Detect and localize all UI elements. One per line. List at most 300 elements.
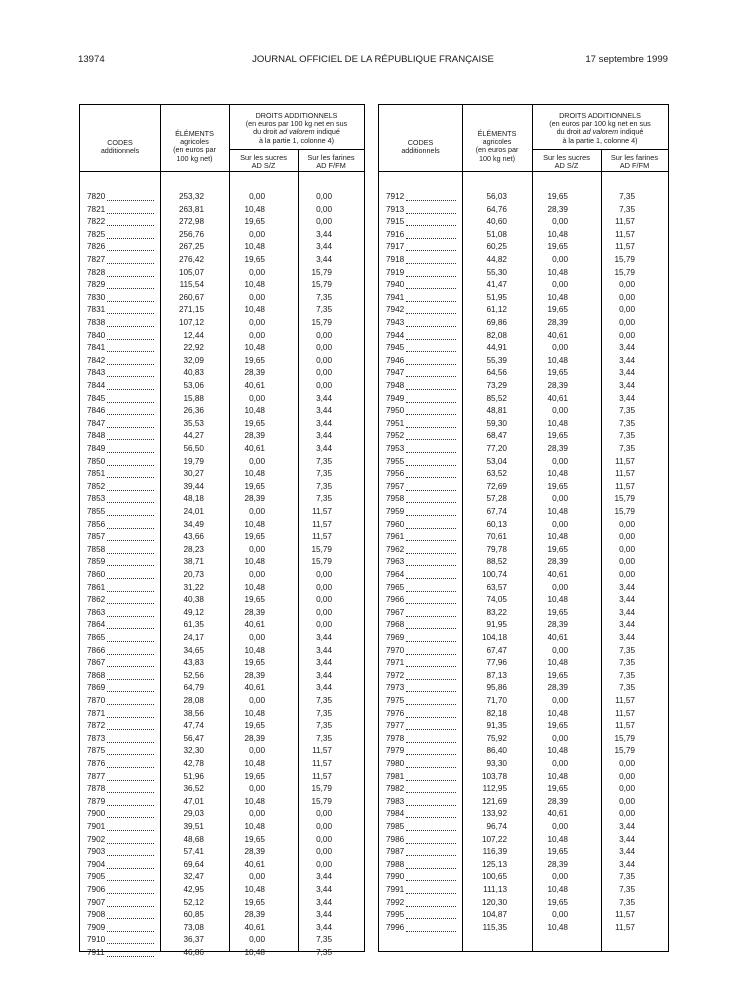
elements-header-line: (en euros par bbox=[173, 145, 216, 155]
leader-dots bbox=[406, 364, 456, 365]
codes-header-line: additionnels bbox=[100, 146, 140, 156]
additional-code: 7864 bbox=[87, 620, 106, 630]
duty-flour-ad-ffm: 7,35 bbox=[316, 305, 332, 315]
agricultural-element: 83,22 bbox=[486, 607, 507, 617]
table-row bbox=[80, 720, 364, 733]
leader-dots bbox=[107, 427, 154, 428]
elements-header bbox=[160, 130, 229, 163]
leader-dots bbox=[107, 817, 154, 818]
duty-flour-ad-ffm: 3,44 bbox=[316, 922, 332, 932]
duty-sugar-ad-sz: 0,00 bbox=[249, 330, 265, 340]
agricultural-element: 111,13 bbox=[483, 885, 507, 894]
duty-sugar-ad-sz: 19,65 bbox=[244, 532, 265, 542]
table-row bbox=[80, 745, 364, 758]
leader-dots bbox=[107, 868, 154, 869]
agricultural-element: 77,20 bbox=[486, 444, 507, 453]
additional-code: 7856 bbox=[87, 519, 106, 529]
duty-sugar-ad-sz: 19,65 bbox=[547, 784, 568, 794]
agricultural-element: 67,74 bbox=[486, 507, 507, 516]
leader-dots bbox=[406, 754, 456, 755]
duty-sugar-ad-sz: 19,65 bbox=[547, 721, 568, 731]
table-row bbox=[379, 871, 668, 884]
leader-dots bbox=[107, 805, 154, 806]
duty-flour-ad-ffm: 3,44 bbox=[619, 381, 635, 390]
additional-code: 7992 bbox=[386, 897, 405, 907]
agricultural-element: 12,44 bbox=[183, 330, 204, 340]
agricultural-element: 30,27 bbox=[183, 469, 204, 479]
duty-flour-ad-ffm: 11,57 bbox=[312, 759, 332, 768]
agricultural-element: 53,06 bbox=[183, 381, 204, 390]
elements-header bbox=[462, 130, 532, 163]
duty-sugar-ad-sz: 19,65 bbox=[547, 544, 568, 554]
agricultural-element: 48,81 bbox=[486, 406, 507, 416]
table-row bbox=[80, 884, 364, 897]
duty-sugar-ad-sz: 0,00 bbox=[249, 570, 265, 579]
duty-flour-ad-ffm: 7,35 bbox=[316, 481, 332, 491]
table-row bbox=[379, 607, 668, 620]
duty-sugar-ad-sz: 40,61 bbox=[547, 570, 568, 579]
agricultural-element: 91,95 bbox=[486, 620, 507, 630]
leader-dots bbox=[406, 339, 456, 340]
additional-code: 7990 bbox=[386, 872, 405, 882]
additional-code: 7820 bbox=[87, 192, 106, 201]
duty-flour-ad-ffm: 7,35 bbox=[619, 670, 635, 680]
table-row bbox=[379, 216, 668, 229]
additional-code: 7951 bbox=[386, 418, 405, 428]
table-row bbox=[80, 393, 364, 406]
table-row bbox=[80, 531, 364, 544]
table-row bbox=[379, 254, 668, 267]
agricultural-element: 74,05 bbox=[486, 595, 507, 605]
leader-dots bbox=[107, 540, 154, 541]
duty-sugar-ad-sz: 28,39 bbox=[547, 204, 568, 214]
additional-code: 7985 bbox=[386, 822, 405, 831]
additional-code: 7973 bbox=[386, 683, 405, 693]
leader-dots bbox=[406, 250, 456, 251]
additional-code: 7981 bbox=[386, 771, 405, 781]
duty-flour-ad-ffm: 15,79 bbox=[311, 796, 332, 806]
leader-dots bbox=[406, 515, 456, 516]
duty-flour-ad-ffm: 11,57 bbox=[615, 456, 635, 466]
duty-flour-ad-ffm: 0,00 bbox=[619, 532, 635, 542]
leader-dots bbox=[107, 641, 154, 642]
table-row bbox=[379, 569, 668, 582]
farines-header bbox=[298, 154, 364, 170]
leader-dots bbox=[107, 742, 154, 743]
agricultural-element: 69,86 bbox=[486, 318, 507, 327]
leader-dots bbox=[406, 792, 456, 793]
leader-dots bbox=[107, 767, 154, 768]
additional-code: 7948 bbox=[386, 381, 405, 390]
agricultural-element: 41,47 bbox=[486, 280, 507, 290]
table-row bbox=[80, 418, 364, 431]
additional-code: 7982 bbox=[386, 784, 405, 794]
table-row bbox=[80, 481, 364, 494]
table-row bbox=[379, 556, 668, 569]
agricultural-element: 256,76 bbox=[178, 229, 204, 239]
table-row bbox=[80, 355, 364, 368]
duty-sugar-ad-sz: 0,00 bbox=[552, 582, 568, 592]
additional-code: 7831 bbox=[87, 305, 106, 315]
leader-dots bbox=[107, 200, 154, 201]
leader-dots bbox=[406, 679, 456, 680]
additional-code: 7961 bbox=[386, 532, 405, 542]
agricultural-element: 40,60 bbox=[486, 217, 507, 227]
droits-title: DROITS ADDITIONNELS bbox=[559, 111, 641, 120]
leader-dots bbox=[406, 666, 456, 667]
table-row bbox=[80, 204, 364, 217]
duty-sugar-ad-sz: 0,00 bbox=[249, 872, 265, 882]
duty-sugar-ad-sz: 19,65 bbox=[547, 305, 568, 315]
additional-code: 7848 bbox=[87, 431, 106, 441]
table-row bbox=[379, 808, 668, 821]
duty-sugar-ad-sz: 10,48 bbox=[244, 708, 265, 718]
table-row bbox=[80, 267, 364, 280]
duty-sugar-ad-sz: 28,39 bbox=[547, 683, 568, 693]
additional-code: 7962 bbox=[386, 544, 405, 554]
additional-code: 7966 bbox=[386, 595, 405, 605]
leader-dots bbox=[107, 679, 154, 680]
duty-sugar-ad-sz: 0,00 bbox=[552, 645, 568, 655]
table-row bbox=[80, 834, 364, 847]
table-row bbox=[379, 771, 668, 784]
agricultural-element: 100,65 bbox=[481, 872, 507, 882]
duty-sugar-ad-sz: 10,48 bbox=[547, 418, 568, 428]
additional-code: 7905 bbox=[87, 872, 106, 882]
agricultural-element: 120,30 bbox=[481, 897, 507, 907]
duty-sugar-ad-sz: 19,65 bbox=[547, 607, 568, 617]
leader-dots bbox=[107, 704, 154, 705]
duty-sugar-ad-sz: 10,48 bbox=[547, 355, 568, 365]
duty-sugar-ad-sz: 40,61 bbox=[244, 620, 265, 630]
leader-dots bbox=[107, 918, 154, 919]
agricultural-element: 276,42 bbox=[178, 255, 204, 264]
additional-code: 7851 bbox=[87, 469, 106, 479]
duty-flour-ad-ffm: 3,44 bbox=[619, 368, 635, 378]
droits-subtitle-line: à la partie 1, colonne 4) bbox=[258, 135, 335, 145]
duty-flour-ad-ffm: 0,00 bbox=[619, 280, 635, 290]
leader-dots bbox=[107, 364, 154, 365]
leader-dots bbox=[107, 452, 154, 453]
leader-dots bbox=[406, 817, 456, 818]
additional-code: 7968 bbox=[386, 620, 405, 630]
additional-code: 7909 bbox=[87, 922, 106, 932]
header-divider bbox=[80, 171, 364, 172]
agricultural-element: 88,52 bbox=[486, 557, 507, 567]
duty-flour-ad-ffm: 3,44 bbox=[619, 355, 635, 365]
duty-sugar-ad-sz: 0,00 bbox=[249, 633, 265, 642]
agricultural-element: 61,12 bbox=[486, 305, 507, 315]
duty-flour-ad-ffm: 7,35 bbox=[619, 897, 635, 907]
duty-flour-ad-ffm: 3,44 bbox=[316, 406, 332, 416]
duty-sugar-ad-sz: 10,48 bbox=[547, 708, 568, 718]
agricultural-element: 60,13 bbox=[486, 519, 507, 529]
agricultural-element: 47,74 bbox=[183, 721, 204, 731]
duty-sugar-ad-sz: 0,00 bbox=[552, 822, 568, 831]
sucres-header-line: AD S/Z bbox=[251, 161, 276, 171]
duty-sugar-ad-sz: 0,00 bbox=[552, 759, 568, 768]
duty-flour-ad-ffm: 15,79 bbox=[614, 255, 635, 264]
table-row bbox=[379, 720, 668, 733]
duty-sugar-ad-sz: 0,00 bbox=[249, 292, 265, 302]
duty-sugar-ad-sz: 40,61 bbox=[244, 683, 265, 693]
duty-flour-ad-ffm: 7,35 bbox=[316, 948, 332, 957]
agricultural-element: 38,71 bbox=[183, 557, 204, 567]
additional-code: 7972 bbox=[386, 670, 405, 680]
table-row bbox=[80, 380, 364, 393]
additional-code: 7876 bbox=[87, 759, 106, 768]
duty-flour-ad-ffm: 11,57 bbox=[615, 229, 635, 239]
duty-sugar-ad-sz: 0,00 bbox=[249, 507, 265, 516]
agricultural-element: 42,78 bbox=[183, 759, 204, 768]
leader-dots bbox=[406, 565, 456, 566]
duty-flour-ad-ffm: 7,35 bbox=[316, 494, 332, 504]
additional-code: 7915 bbox=[386, 217, 405, 227]
table-row bbox=[379, 191, 668, 204]
duty-flour-ad-ffm: 7,35 bbox=[619, 418, 635, 428]
duty-sugar-ad-sz: 19,65 bbox=[547, 192, 568, 201]
leader-dots bbox=[107, 578, 154, 579]
duty-flour-ad-ffm: 7,35 bbox=[619, 683, 635, 693]
leader-dots bbox=[107, 754, 154, 755]
duty-flour-ad-ffm: 0,00 bbox=[316, 570, 332, 579]
additional-code: 7983 bbox=[386, 796, 405, 806]
table-row bbox=[379, 204, 668, 217]
duty-flour-ad-ffm: 7,35 bbox=[619, 204, 635, 214]
additional-code: 7862 bbox=[87, 595, 106, 605]
additional-code: 7868 bbox=[87, 670, 106, 680]
droits-subtitle-line: (en euros par 100 kg net en sus bbox=[245, 119, 348, 129]
duty-sugar-ad-sz: 10,48 bbox=[244, 948, 265, 957]
leader-dots bbox=[406, 276, 456, 277]
agricultural-element: 67,47 bbox=[486, 645, 507, 655]
duty-sugar-ad-sz: 19,65 bbox=[244, 355, 265, 365]
duty-sugar-ad-sz: 0,00 bbox=[552, 872, 568, 882]
table-row bbox=[379, 657, 668, 670]
elements-header-line: agricoles bbox=[180, 137, 209, 147]
additional-code: 7853 bbox=[87, 494, 106, 504]
duty-sugar-ad-sz: 0,00 bbox=[249, 696, 265, 705]
leader-dots bbox=[107, 515, 154, 516]
duty-flour-ad-ffm: 3,44 bbox=[316, 897, 332, 907]
agricultural-element: 73,08 bbox=[183, 922, 204, 932]
table-row bbox=[379, 846, 668, 859]
duty-flour-ad-ffm: 0,00 bbox=[316, 582, 332, 592]
leader-dots bbox=[406, 288, 456, 289]
sucres-header bbox=[532, 154, 601, 170]
agricultural-element: 63,57 bbox=[486, 582, 507, 592]
droits-subtitle-line: à la partie 1, colonne 4) bbox=[562, 135, 638, 145]
page-header bbox=[78, 54, 668, 68]
agricultural-element: 96,74 bbox=[486, 822, 507, 831]
additional-code: 7960 bbox=[386, 519, 405, 529]
duty-flour-ad-ffm: 0,00 bbox=[316, 192, 332, 201]
additional-code: 7941 bbox=[386, 292, 405, 302]
duty-sugar-ad-sz: 40,61 bbox=[547, 393, 568, 403]
additional-code: 7964 bbox=[386, 570, 405, 579]
duty-sugar-ad-sz: 19,65 bbox=[244, 658, 265, 668]
additional-code: 7852 bbox=[87, 481, 106, 491]
duty-sugar-ad-sz: 40,61 bbox=[244, 859, 265, 869]
additional-code: 7959 bbox=[386, 507, 405, 516]
agricultural-element: 32,47 bbox=[183, 872, 204, 882]
table-row bbox=[379, 468, 668, 481]
duty-sugar-ad-sz: 10,48 bbox=[244, 280, 265, 290]
duty-sugar-ad-sz: 10,48 bbox=[547, 922, 568, 932]
leader-dots bbox=[107, 906, 154, 907]
agricultural-element: 52,12 bbox=[183, 897, 204, 907]
additional-code: 7979 bbox=[386, 746, 405, 756]
agricultural-element: 22,92 bbox=[183, 343, 204, 353]
leader-dots bbox=[406, 553, 456, 554]
duty-flour-ad-ffm: 3,44 bbox=[316, 418, 332, 428]
table-row bbox=[379, 897, 668, 910]
agricultural-element: 59,30 bbox=[486, 418, 507, 428]
elements-header-line: agricoles bbox=[482, 137, 512, 147]
additional-code: 7978 bbox=[386, 733, 405, 743]
additional-code: 7912 bbox=[386, 192, 405, 201]
table-row bbox=[80, 758, 364, 771]
duty-flour-ad-ffm: 3,44 bbox=[316, 872, 332, 882]
leader-dots bbox=[406, 843, 456, 844]
leader-dots bbox=[406, 893, 456, 894]
duty-flour-ad-ffm: 11,57 bbox=[615, 696, 635, 705]
duty-sugar-ad-sz: 10,48 bbox=[547, 658, 568, 668]
agricultural-element: 57,41 bbox=[183, 847, 204, 857]
header-divider bbox=[379, 171, 668, 172]
table-row bbox=[379, 695, 668, 708]
agricultural-element: 86,40 bbox=[486, 746, 507, 756]
additional-code: 7907 bbox=[87, 897, 106, 907]
duty-sugar-ad-sz: 19,65 bbox=[244, 481, 265, 491]
table-row bbox=[80, 632, 364, 645]
agricultural-element: 24,01 bbox=[183, 507, 204, 516]
duty-flour-ad-ffm: 0,00 bbox=[316, 204, 332, 214]
duty-sugar-ad-sz: 10,48 bbox=[244, 204, 265, 214]
table-row bbox=[379, 758, 668, 771]
duty-flour-ad-ffm: 3,44 bbox=[316, 670, 332, 680]
table-row bbox=[379, 456, 668, 469]
additional-code: 7910 bbox=[87, 935, 106, 945]
additional-code: 7958 bbox=[386, 494, 405, 504]
agricultural-element: 133,92 bbox=[481, 809, 507, 819]
table-row bbox=[80, 682, 364, 695]
agricultural-element: 115,54 bbox=[179, 280, 204, 290]
duty-sugar-ad-sz: 0,00 bbox=[552, 494, 568, 504]
agricultural-element: 57,28 bbox=[486, 494, 507, 504]
agricultural-element: 64,79 bbox=[183, 683, 204, 693]
leader-dots bbox=[406, 918, 456, 919]
agricultural-element: 115,35 bbox=[482, 922, 507, 932]
codes-header bbox=[379, 139, 462, 155]
duty-sugar-ad-sz: 10,48 bbox=[547, 267, 568, 277]
duty-sugar-ad-sz: 10,48 bbox=[547, 507, 568, 516]
agricultural-element: 31,22 bbox=[183, 582, 204, 592]
agricultural-element: 28,08 bbox=[183, 696, 204, 705]
leader-dots bbox=[406, 528, 456, 529]
duty-flour-ad-ffm: 7,35 bbox=[619, 431, 635, 441]
leader-dots bbox=[406, 603, 456, 604]
table-row bbox=[80, 443, 364, 456]
duty-sugar-ad-sz: 40,61 bbox=[244, 922, 265, 932]
additional-code: 7871 bbox=[87, 708, 106, 718]
agricultural-element: 69,64 bbox=[183, 859, 204, 869]
duty-flour-ad-ffm: 3,44 bbox=[316, 683, 332, 693]
duty-flour-ad-ffm: 0,00 bbox=[316, 368, 332, 378]
table-row bbox=[379, 330, 668, 343]
leader-dots bbox=[107, 691, 154, 692]
leader-dots bbox=[406, 427, 456, 428]
leader-dots bbox=[107, 477, 154, 478]
leader-dots bbox=[107, 565, 154, 566]
duty-flour-ad-ffm: 0,00 bbox=[316, 355, 332, 365]
agricultural-element: 82,08 bbox=[486, 330, 507, 340]
additional-code: 7913 bbox=[386, 204, 405, 214]
table-row bbox=[80, 279, 364, 292]
agricultural-element: 70,61 bbox=[486, 532, 507, 542]
additional-code: 7977 bbox=[386, 721, 405, 731]
additional-code: 7870 bbox=[87, 696, 106, 705]
leader-dots bbox=[107, 717, 154, 718]
duty-flour-ad-ffm: 3,44 bbox=[316, 444, 332, 453]
duty-sugar-ad-sz: 10,48 bbox=[547, 885, 568, 894]
codes-header bbox=[80, 139, 160, 155]
agricultural-element: 272,98 bbox=[178, 217, 204, 227]
duty-sugar-ad-sz: 0,00 bbox=[249, 784, 265, 794]
duty-sugar-ad-sz: 19,65 bbox=[244, 834, 265, 844]
additional-code: 7949 bbox=[386, 393, 405, 403]
table-row bbox=[80, 556, 364, 569]
table-row bbox=[379, 645, 668, 658]
leader-dots bbox=[406, 414, 456, 415]
table-row bbox=[80, 947, 364, 960]
additional-code: 7940 bbox=[386, 280, 405, 290]
sucres-header-line: Sur les sucres bbox=[240, 153, 287, 162]
additional-code: 7975 bbox=[386, 696, 405, 705]
table-row bbox=[379, 733, 668, 746]
agricultural-element: 32,09 bbox=[183, 355, 204, 365]
additional-code: 7963 bbox=[386, 557, 405, 567]
table-row bbox=[80, 191, 364, 204]
table-row bbox=[379, 594, 668, 607]
agricultural-element: 38,56 bbox=[183, 708, 204, 718]
publication-date: 17 septembre 1999 bbox=[585, 54, 668, 65]
agricultural-element: 104,87 bbox=[481, 910, 507, 920]
additional-code: 7904 bbox=[87, 859, 106, 869]
duty-flour-ad-ffm: 7,35 bbox=[316, 292, 332, 302]
duty-flour-ad-ffm: 7,35 bbox=[316, 733, 332, 743]
agricultural-element: 82,18 bbox=[486, 708, 507, 718]
table-row bbox=[379, 267, 668, 280]
leader-dots bbox=[107, 439, 154, 440]
table-row bbox=[379, 418, 668, 431]
leader-dots bbox=[107, 628, 154, 629]
agricultural-element: 73,29 bbox=[486, 381, 507, 390]
duty-sugar-ad-sz: 0,00 bbox=[552, 406, 568, 416]
duty-sugar-ad-sz: 28,39 bbox=[547, 444, 568, 453]
duty-sugar-ad-sz: 10,48 bbox=[547, 595, 568, 605]
leader-dots bbox=[406, 654, 456, 655]
duty-flour-ad-ffm: 11,57 bbox=[615, 910, 635, 920]
agricultural-element: 47,01 bbox=[183, 796, 204, 806]
agricultural-element: 71,70 bbox=[486, 696, 507, 705]
duty-sugar-ad-sz: 0,00 bbox=[249, 746, 265, 756]
agricultural-element: 55,30 bbox=[486, 267, 507, 277]
table-row bbox=[379, 443, 668, 456]
agricultural-element: 260,67 bbox=[178, 292, 204, 302]
duty-flour-ad-ffm: 7,35 bbox=[619, 658, 635, 668]
duty-sugar-ad-sz: 0,00 bbox=[249, 267, 265, 277]
